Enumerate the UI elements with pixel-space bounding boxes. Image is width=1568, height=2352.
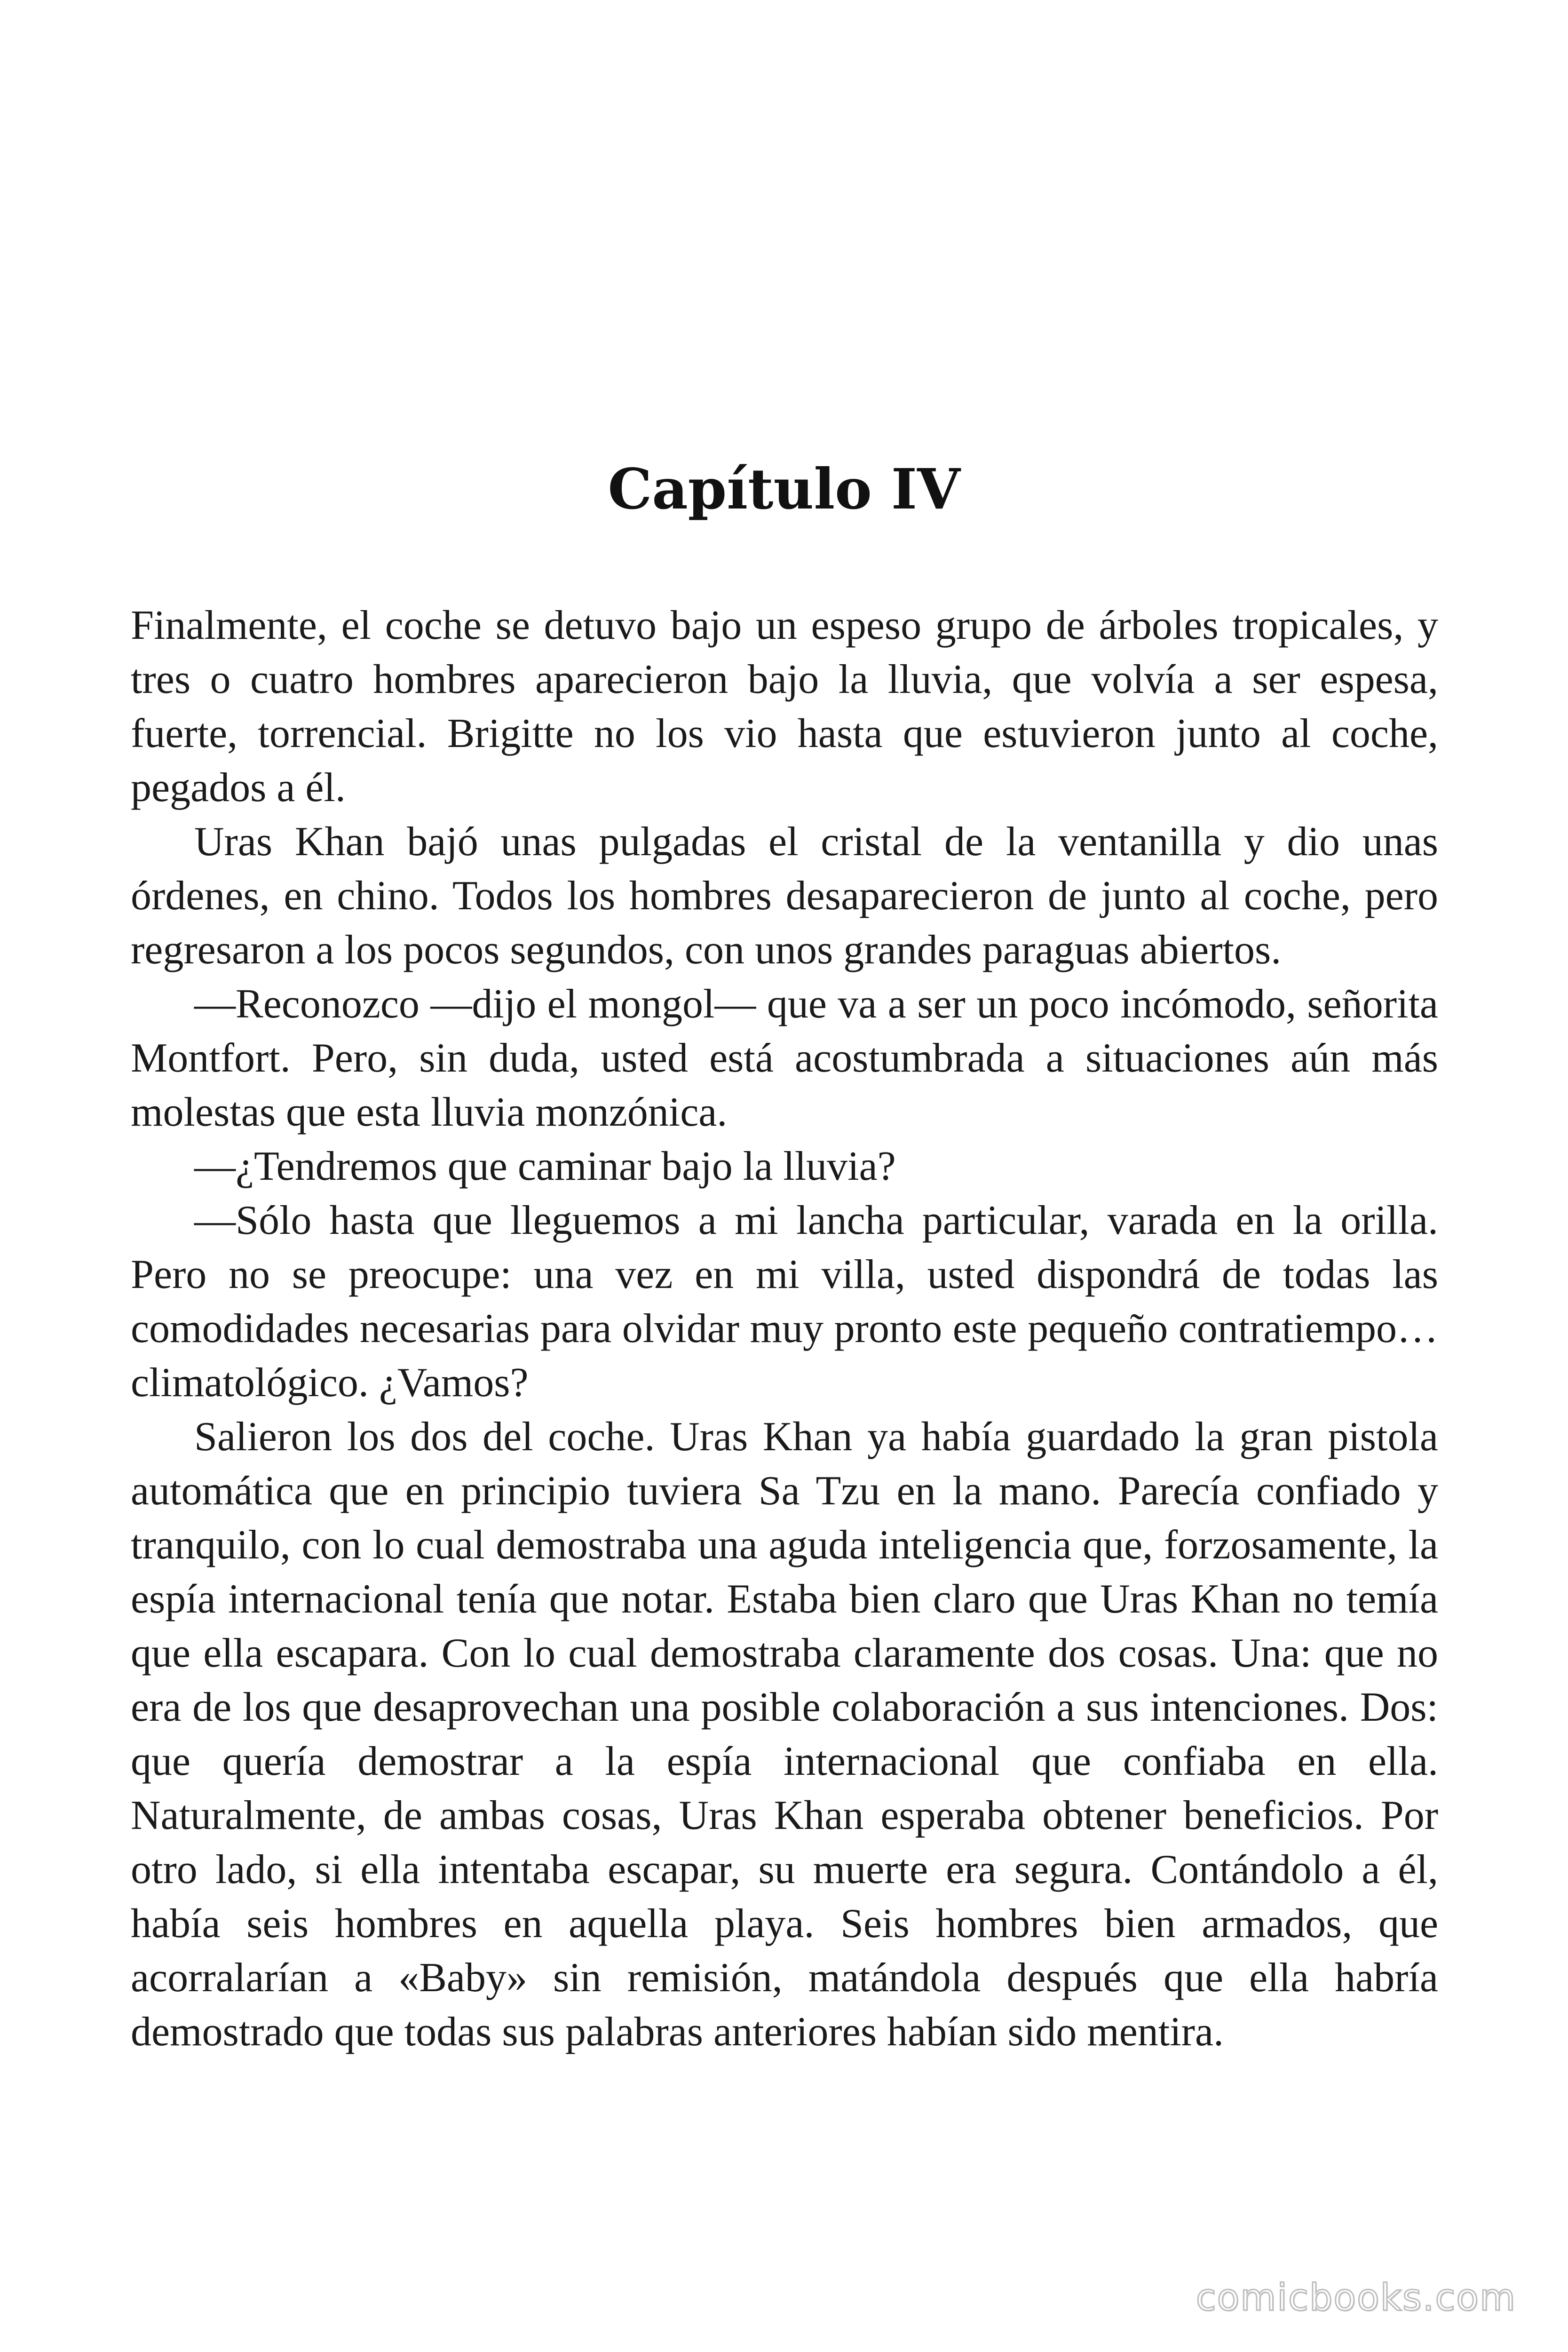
paragraph: Uras Khan bajó unas pulgadas el cristal de la ventanilla y dio unas órdenes, en chino. Todos los hombres desaparecieron de junto al coche, pero regresaron a los pocos segundos, con unos grandes paraguas abiertos. [131,819,1438,973]
paragraph: Salieron los dos del coche. Uras Khan ya había guardado la gran pistola automática que en principio tuviera Sa Tzu en la mano. Parecía confiado y tranquilo, con lo cual demostraba una aguda inteligencia que, forzosamente, la espía internacional tenía que notar. Estaba bien claro que Uras Khan no temía que ella escapara. Con lo cual demostraba claramente dos cosas. Una: que no era de los que desaprovechan una posible colaboración a sus intenciones. Dos: que quería demostrar a la espía internacional que confiaba en ella. Naturalmente, de ambas cosas, Uras Khan esperaba obtener beneficios. Por otro lado, si ella intentaba escapar, su muerte era segura. Contándolo a él, había seis hombres en aquella playa. Seis hombres bien armados, que acorralarían a «Baby» sin remisión, matándola después que ella habría demostrado que todas sus palabras anteriores habían sido mentira. [131,1414,1438,2055]
dialogue-paragraph: —Sólo hasta que lleguemos a mi lancha particular, varada en la orilla. Pero no se preocupe: una vez en mi villa, usted dispondrá de todas las comodidades necesarias para olvidar muy pronto este pequeño contratiempo… climatológico. ¿Vamos? [131,1198,1438,1406]
watermark-logo: comicbooks.com [1196,2277,1516,2319]
dialogue-paragraph: —Reconozco —dijo el mongol— que va a ser un poco incómodo, señorita Montfort. Pero, sin duda, usted está acostumbrada a situaciones aún más molestas que esta lluvia monzónica. [131,981,1438,1135]
paragraph: Finalmente, el coche se detuvo bajo un espeso grupo de árboles tropicales, y tres o cuatro hombres aparecieron bajo la lluvia, que volvía a ser espesa, fuerte, torrencial. Brigitte no los vio hasta que estuvieron junto al coche, pegados a él. [131,603,1438,810]
chapter-body [131,598,1438,2059]
chapter-title: Capítulo IV [608,456,960,522]
dialogue-paragraph: —¿Tendremos que caminar bajo la lluvia? [194,1144,896,1189]
